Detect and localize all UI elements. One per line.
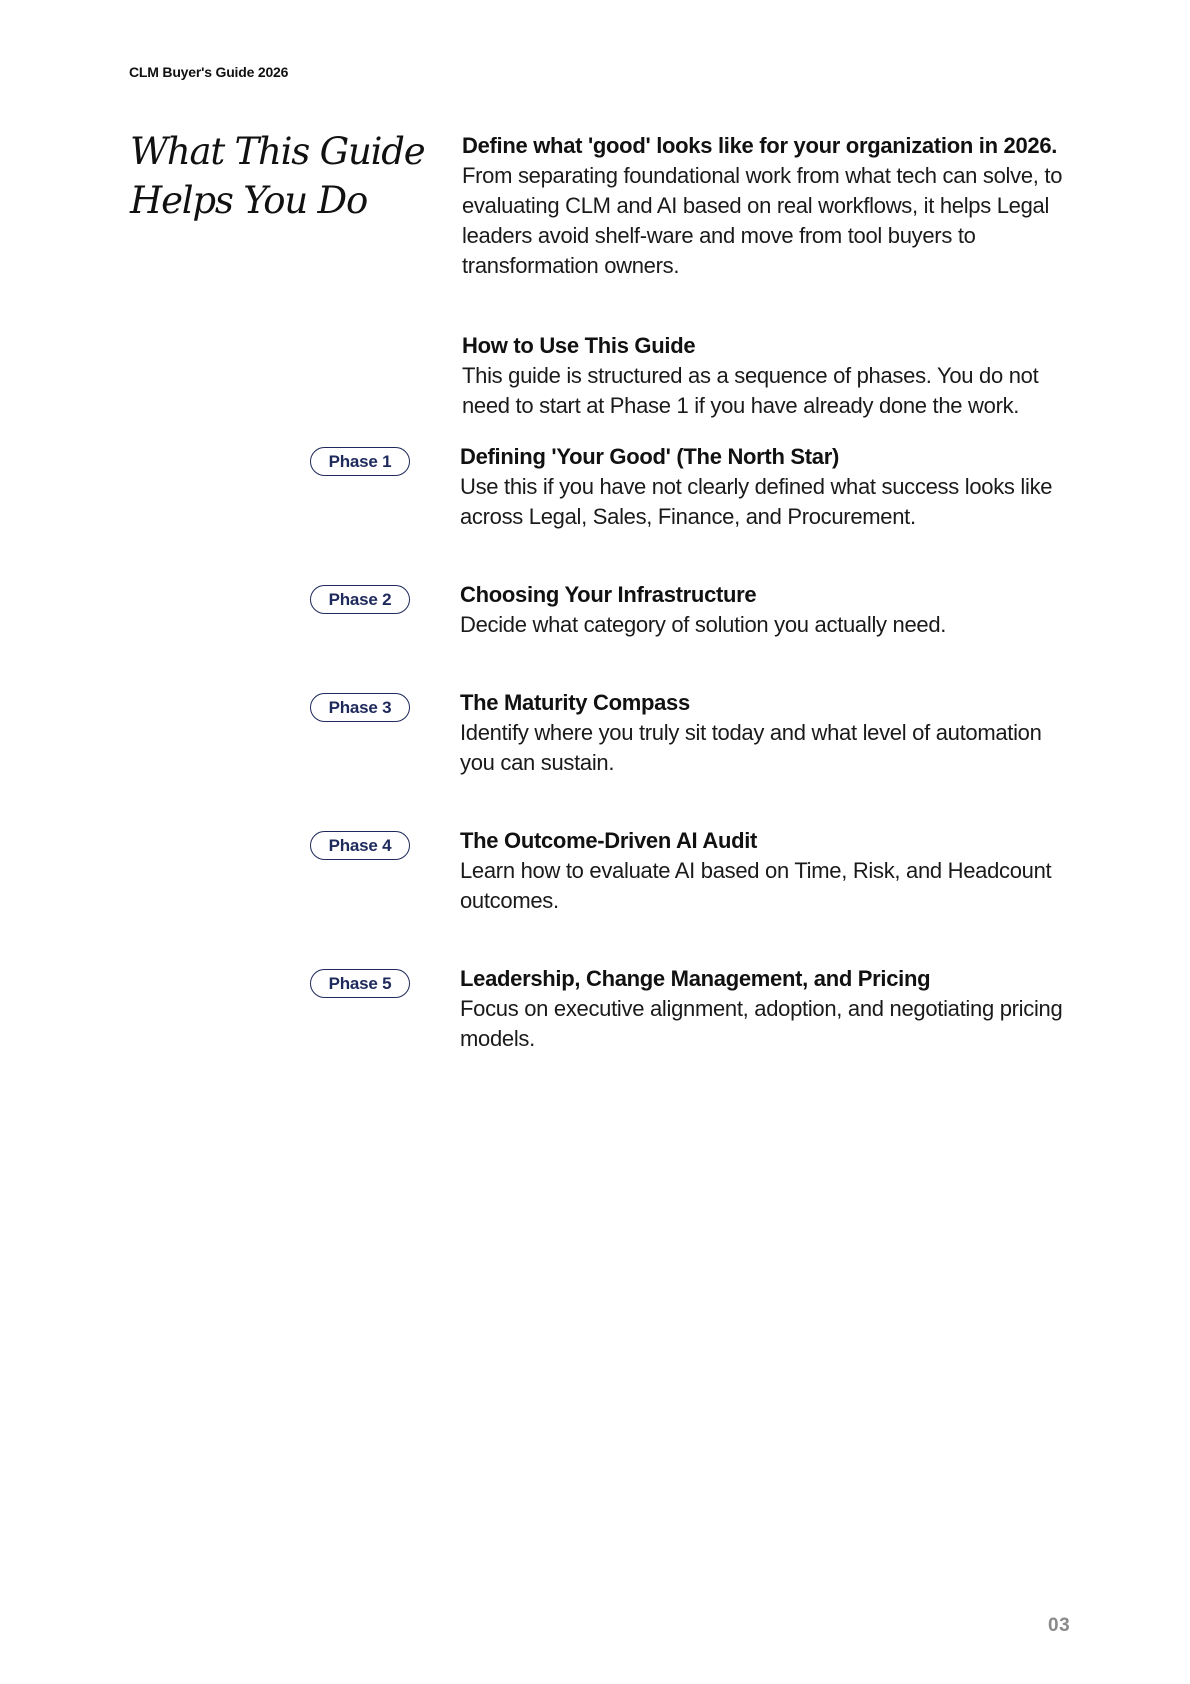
running-header: CLM Buyer's Guide 2026 [129, 64, 289, 80]
phase-1-description: Use this if you have not clearly defined what success looks like across Legal, Sales, Finance, and Procurement. [460, 474, 1053, 529]
phase-5-content [460, 964, 1080, 1054]
phase-4-title: The Outcome-Driven AI Audit [460, 828, 758, 853]
phase-1-content [460, 442, 1080, 532]
phase-2-badge: Phase 2 [310, 585, 410, 614]
phase-1-title: Defining 'Your Good' (The North Star) [460, 444, 840, 469]
phase-3-content [460, 688, 1080, 778]
phase-2-content [460, 580, 1080, 640]
how-to-section [462, 331, 1072, 421]
intro-body: From separating foundational work from what tech can solve, to evaluating CLM and AI based on real workflows, it helps Legal leaders avoid shelf-ware and move from tool buyers to transformation owners. [462, 163, 1063, 278]
phase-1-badge: Phase 1 [310, 447, 410, 476]
phase-3-description: Identify where you truly sit today and what level of automation you can sustain. [460, 720, 1042, 775]
how-to-body: This guide is structured as a sequence of phases. You do not need to start at Phase 1 if you have already done the work. [462, 363, 1039, 418]
phase-2-title: Choosing Your Infrastructure [460, 582, 757, 607]
phase-3-title: The Maturity Compass [460, 690, 690, 715]
page-title-line-1: What This Guide [130, 130, 425, 173]
page-title-line-2: Helps You Do [130, 179, 368, 222]
phase-5-badge: Phase 5 [310, 969, 410, 998]
phase-5-title: Leadership, Change Management, and Pricing [460, 966, 931, 991]
phase-4-description: Learn how to evaluate AI based on Time, Risk, and Headcount outcomes. [460, 858, 1052, 913]
phase-3-badge: Phase 3 [310, 693, 410, 722]
intro-section [462, 131, 1072, 281]
how-to-heading: How to Use This Guide [462, 333, 696, 358]
phase-4-content [460, 826, 1080, 916]
phase-5-description: Focus on executive alignment, adoption, and negotiating pricing models. [460, 996, 1063, 1051]
phase-4-badge: Phase 4 [310, 831, 410, 860]
page-number: 03 [1048, 1615, 1071, 1636]
page-title [130, 127, 430, 225]
phase-2-description: Decide what category of solution you actually need. [460, 612, 947, 637]
intro-heading: Define what 'good' looks like for your organization in 2026. [462, 133, 1058, 158]
